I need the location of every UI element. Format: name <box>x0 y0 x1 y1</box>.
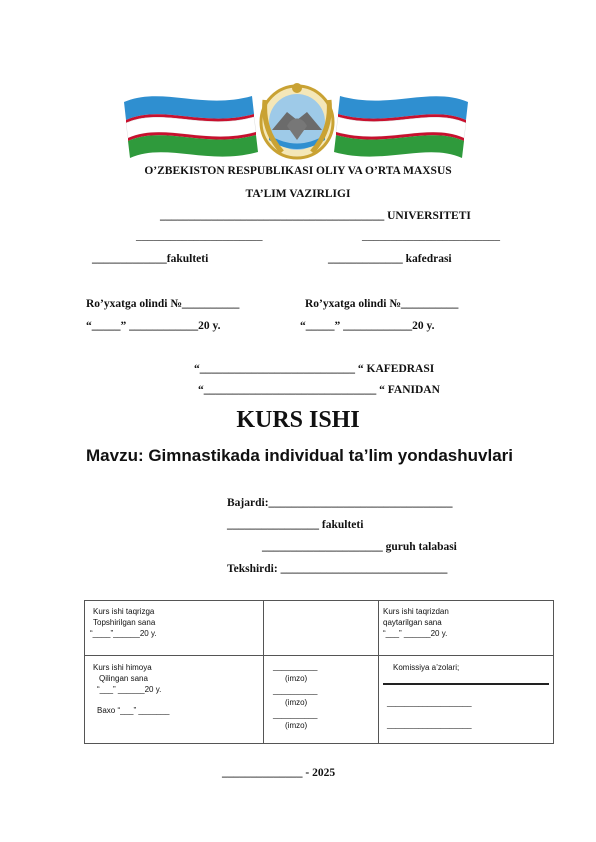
ministry-line-1: O’ZBEKISTON RESPUBLIKASI OLIY VA O’RTA MAXSUS <box>144 165 452 177</box>
bajardi-line: Bajardi:________________________________ <box>227 497 453 509</box>
r1c3-line-1: Kurs ishi taqrizdan <box>383 607 449 616</box>
registration-left-number: Ro’yxatga olindi №__________ <box>86 298 240 310</box>
r1c3-line-3: “___” ______20 y. <box>383 629 448 638</box>
coat-of-arms-icon <box>122 80 472 160</box>
signature-label-3: (imzo) <box>285 721 308 730</box>
blank-right: ________________________ <box>362 230 500 242</box>
signature-label-1: (imzo) <box>285 674 308 683</box>
university-line: _______________________________________ UNIVERSITETI <box>160 210 471 222</box>
r2c1-line-2: Qilingan sana <box>99 674 148 683</box>
page-title: KURS ISHI <box>236 407 360 433</box>
tekshirdi-line: Tekshirdi: _____________________________ <box>227 563 448 575</box>
signature-blank-2: __________ <box>273 686 318 695</box>
r1c1-line-1: Kurs ishi taqrizga <box>93 607 155 616</box>
signature-table <box>84 600 554 744</box>
department-line: _____________ kafedrasi <box>328 253 452 265</box>
ministry-line-2: TA’LIM VAZIRLIGI <box>245 188 351 200</box>
kafedra-line: “___________________________ “ KAFEDRASI <box>194 363 435 375</box>
registration-left-date: “_____” ____________20 y. <box>86 320 221 332</box>
r1c3-line-2: qaytarilgan sana <box>383 618 442 627</box>
r2c1-line-3: “___” ______20 y. <box>97 685 162 694</box>
commission-blank-2: ___________________ <box>387 720 472 729</box>
commission-title: Komissiya a’zolari; <box>393 663 460 672</box>
faculty-line: _____________fakulteti <box>92 253 209 265</box>
r1c1-line-2: Topshirilgan sana <box>93 618 156 627</box>
blank-left: ______________________ <box>136 230 263 242</box>
signature-label-2: (imzo) <box>285 698 308 707</box>
r2c1-line-4: Baxo “___” _______ <box>97 706 170 715</box>
registration-right-number: Ro’yxatga olindi №__________ <box>305 298 459 310</box>
signature-blank-3: __________ <box>273 710 318 719</box>
topic-line: Mavzu: Gimnastikada individual ta’lim yondashuvlari <box>86 446 513 465</box>
commission-blank-1: ___________________ <box>387 698 472 707</box>
commission-line <box>383 683 549 685</box>
fanidan-line: “______________________________ “ FANIDAN <box>198 384 440 396</box>
performer-faculty-line: ________________ fakulteti <box>227 519 364 531</box>
footer-year: ______________ - 2025 <box>222 767 336 779</box>
group-line: _____________________ guruh talabasi <box>262 541 457 553</box>
registration-right-date: “_____” ____________20 y. <box>300 320 435 332</box>
r1c1-line-3: “____”______20 y. <box>90 629 157 638</box>
signature-blank-1: __________ <box>273 662 318 671</box>
emblem-banner <box>122 80 472 160</box>
r2c1-line-1: Kurs ishi himoya <box>93 663 152 672</box>
